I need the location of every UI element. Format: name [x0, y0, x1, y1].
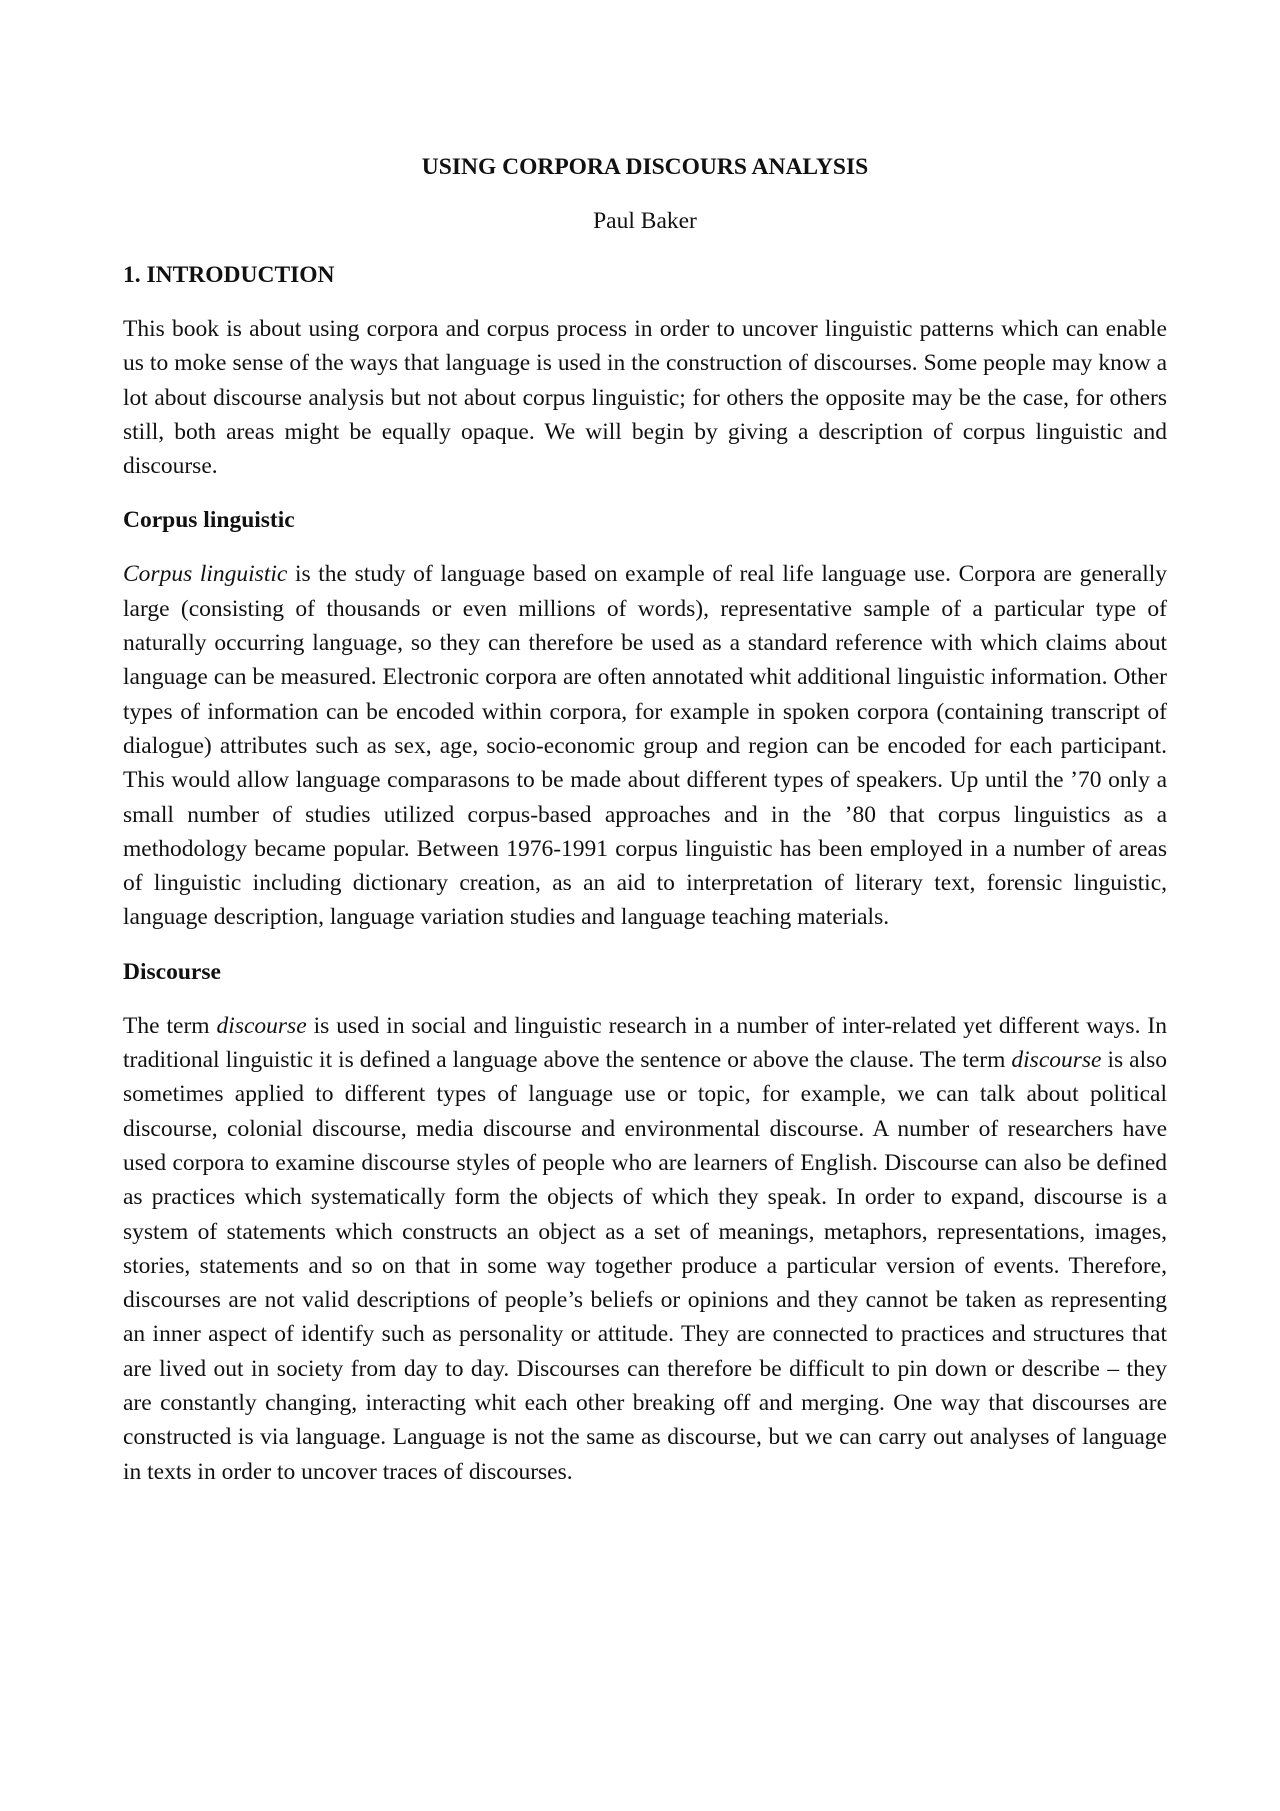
paragraph-corpus-linguistic — [123, 557, 1167, 934]
section-heading-introduction: 1. INTRODUCTION — [123, 262, 335, 288]
document-page — [123, 150, 1167, 1489]
paragraph-text: is the study of language based on example of real life language use. Corpora are generally large (consisting of thousands or even millions of words), representative sample of a particular type of naturally occurring language, so they can therefore be used as a standard reference with which claims about language can be measured. Electronic corpora are often annotated whit additional linguistic information. Other types of information can be encoded within corpora, for example in spoken corpora (containing transcript of dialogue) attributes such as sex, age, socio-economic group and region can be encoded for each participant. This would allow language comparasons to be made about different types of speakers. Up until the ’70 only a small number of studies utilized corpus-based approaches and in the ’80 that corpus linguistics as a methodology became popular. Between 1976-1991 corpus linguistic has been employed in a number of areas of linguistic including dictionary creation, as an aid to interpretation of literary text, forensic linguistic, language description, language variation studies and language teaching materials. — [123, 561, 1167, 931]
paragraph-discourse — [123, 1009, 1167, 1489]
document-title: USING CORPORA DISCOURS ANALYSIS — [421, 154, 869, 180]
document-author: Paul Baker — [593, 208, 697, 234]
italic-term-corpus-linguistic: Corpus linguistic — [123, 561, 288, 588]
paragraph-text: is also sometimes applied to different types of language use or topic, for example, we can talk about political discourse, colonial discourse, media discourse and environmental discourse. A number of researchers have used corpora to examine discourse styles of people who are learners of English. Discourse can also be defined as practices which systematically form the objects of which they speak. In order to expand, discourse is a system of statements which constructs an object as a set of meanings, metaphors, representations, images, stories, statements and so on that in some way together produce a particular version of events. Therefore, discourses are not valid descriptions of people’s beliefs or opinions and they cannot be taken as representing an inner aspect of identify such as personality or attitude. They are connected to practices and structures that are lived out in society from day to day. Discourses can therefore be difficult to pin down or describe – they are constantly changing, interacting whit each other breaking off and merging. One way that discourses are constructed is via language. Language is not the same as discourse, but we can carry out analyses of language in texts in order to uncover traces of discourses. — [123, 1047, 1167, 1485]
section-heading-discourse: Discourse — [123, 958, 221, 985]
italic-term-discourse: discourse — [216, 1012, 307, 1039]
italic-term-discourse: discourse — [1011, 1047, 1102, 1074]
paragraph-text: is used in social and linguistic research in a number of inter-related yet different ways. In traditional linguistic it is defined a language above the sentence or above the clause. The term — [123, 1012, 1167, 1074]
paragraph-text: The term — [123, 1012, 217, 1039]
section-heading-corpus-linguistic: Corpus linguistic — [123, 507, 295, 534]
paragraph-introduction: This book is about using corpora and corpus process in order to uncover linguistic patterns which can enable us to moke sense of the ways that language is used in the construction of discourses. Some people may know a lot about discourse analysis but not about corpus linguistic; for others the opposite may be the case, for others still, both areas might be equally opaque. We will begin by giving a description of corpus linguistic and discourse. — [123, 316, 1167, 480]
